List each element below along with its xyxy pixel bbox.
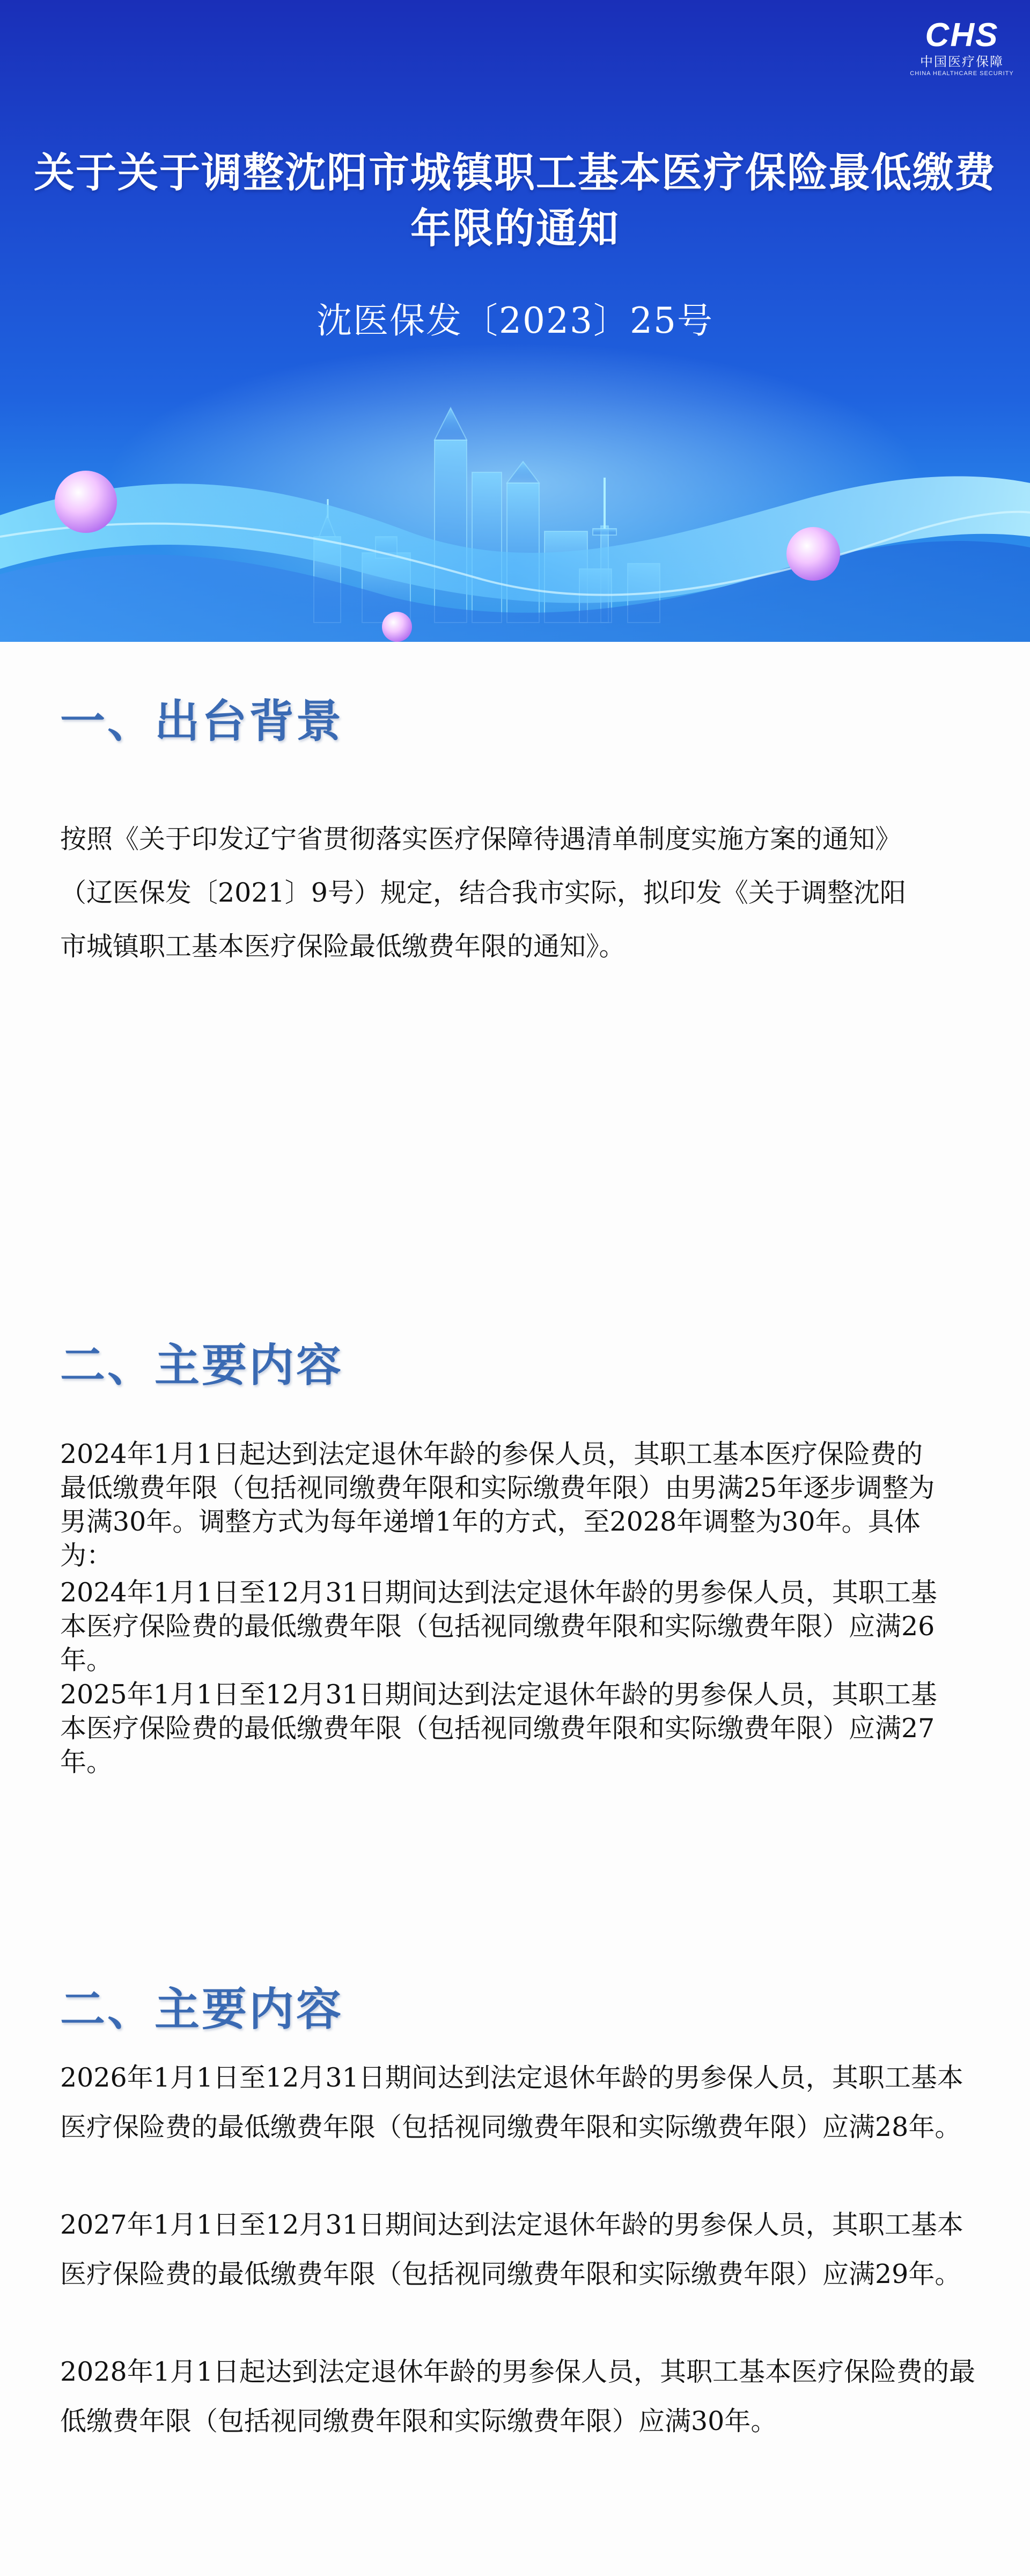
logo-english-text: CHINA HEALTHCARE SECURITY bbox=[910, 70, 1014, 77]
section-paragraph: 2028年1月1日起达到法定退休年龄的男参保人员，其职工基本医疗保险费的最低缴费年限（包括视同缴费年限和实际缴费年限）应满30年。 bbox=[60, 2357, 976, 2436]
section-paragraph: 2027年1月1日至12月31日期间达到法定退休年龄的男参保人员，其职工基本医疗保险费的最低缴费年限（包括视同缴费年限和实际缴费年限）应满29年。 bbox=[60, 2209, 963, 2289]
document-number: 沈医保发〔2023〕25号 bbox=[317, 300, 713, 341]
chs-logo bbox=[906, 18, 1018, 77]
section-paragraph: 按照《关于印发辽宁省贯彻落实医疗保障待遇清单制度实施方案的通知》（辽医保发〔2021〕9号）规定，结合我市实际，拟印发《关于调整沈阳市城镇职工基本医疗保险最低缴费年限的通知》。 bbox=[60, 824, 906, 962]
logo-chinese-text: 中国医疗保障 bbox=[920, 54, 1004, 69]
notice-title: 关于关于调整沈阳市城镇职工基本医疗保险最低缴费年限的通知 bbox=[34, 149, 996, 252]
header-banner bbox=[0, 0, 1030, 642]
section-paragraph: 2024年1月1日起达到法定退休年龄的参保人员，其职工基本医疗保险费的最低缴费年限（包括视同缴费年限和实际缴费年限）由男满25年逐步调整为男满30年。调整方式为每年递增1年的方式，至2028年调整为30年。具体为： bbox=[60, 1439, 935, 1571]
section-paragraph: 2024年1月1日至12月31日期间达到法定退休年龄的男参保人员，其职工基本医疗保险费的最低缴费年限（包括视同缴费年限和实际缴费年限）应满26年。 bbox=[60, 1577, 937, 1675]
section-heading: 二、主要内容 bbox=[60, 1983, 344, 2036]
notice-content bbox=[0, 642, 1030, 2576]
section-paragraph: 2025年1月1日至12月31日期间达到法定退休年龄的男参保人员，其职工基本医疗保险费的最低缴费年限（包括视同缴费年限和实际缴费年限）应满27年。 bbox=[60, 1679, 937, 1777]
logo-mark: CHS bbox=[925, 17, 999, 54]
section-heading: 二、主要内容 bbox=[60, 1339, 344, 1392]
section-heading: 一、出台背景 bbox=[60, 695, 344, 748]
section-paragraph: 2026年1月1日至12月31日期间达到法定退休年龄的男参保人员，其职工基本医疗保险费的最低缴费年限（包括视同缴费年限和实际缴费年限）应满28年。 bbox=[60, 2062, 963, 2142]
